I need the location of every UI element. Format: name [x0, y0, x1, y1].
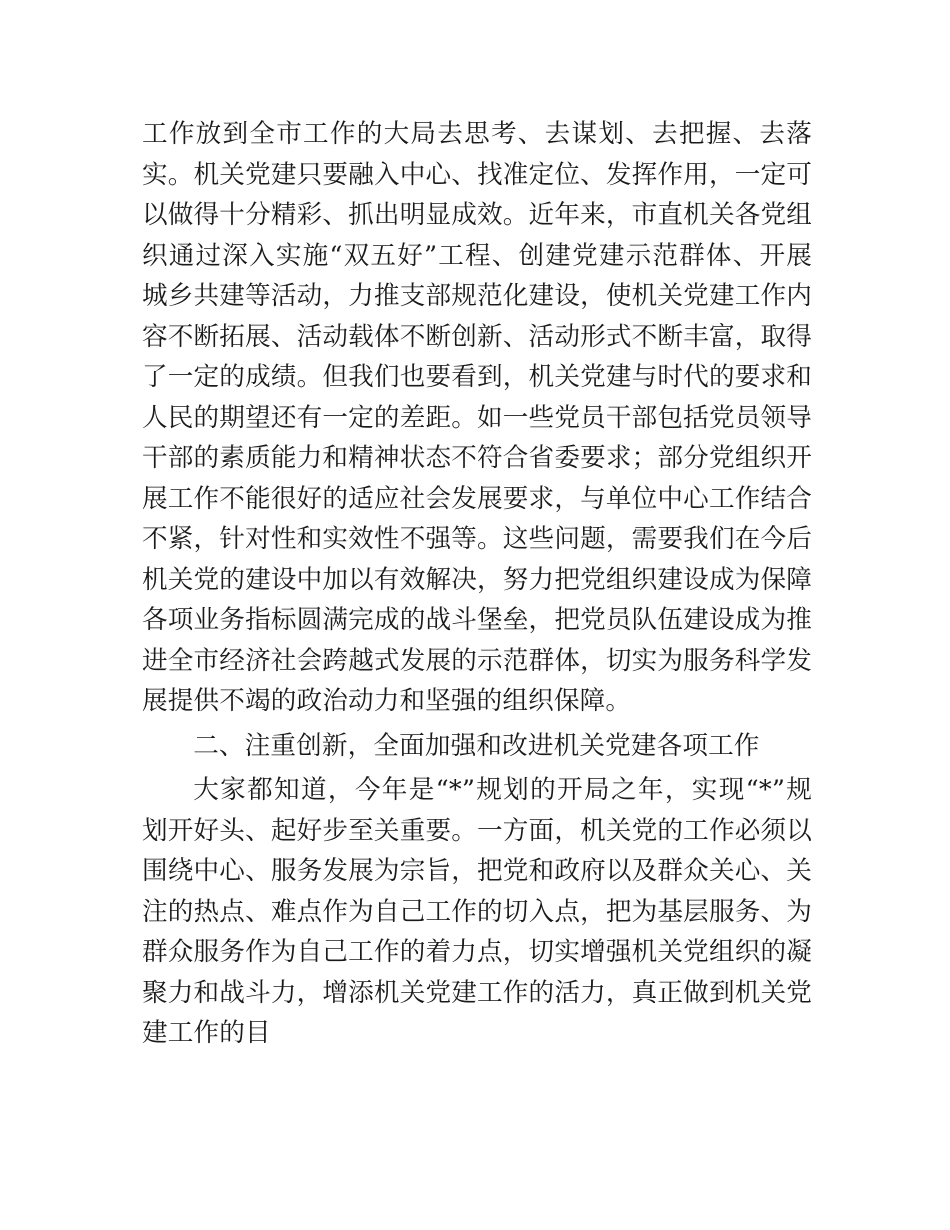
body-paragraph-2: 大家都知道，今年是“*”规划的开局之年，实现“*”规划开好头、起好步至关重要。一方面，机关党的工作必须以围绕中心、服务发展为宗旨，把党和政府以及群众关心、关注的热点、难点作为自己工作的切入点，把为基层服务、为群众服务作为自己工作的着力点，切实增强机关党组织的凝聚力和战斗力，增添机关党建工作的活力，真正做到机关党建工作的目: [142, 775, 812, 1048]
document-body: [142, 114, 812, 1054]
body-paragraph-1: 工作放到全市工作的大局去思考、去谋划、去把握、去落实。机关党建只要融入中心、找准定位、发挥作用，一定可以做得十分精彩、抓出明显成效。近年来，市直机关各党组织通过深入实施“双五好”工程、创建党建示范群体、开展城乡共建等活动，力推支部规范化建设，使机关党建工作内容不断拓展、活动载体不断创新、活动形式不断丰富，取得了一定的成绩。但我们也要看到，机关党建与时代的要求和人民的期望还有一定的差距。如一些党员干部包括党员领导干部的素质能力和精神状态不符合省委要求；部分党组织开展工作不能很好的适应社会发展要求，与单位中心工作结合不紧，针对性和实效性不强等。这些问题，需要我们在今后机关党的建设中加以有效解决，努力把党组织建设成为保障各项业务指标圆满完成的战斗堡垒，把党员队伍建设成为推进全市经济社会跨越式发展的示范群体，切实为服务科学发展提供不竭的政治动力和坚强的组织保障。: [142, 119, 812, 716]
section-heading: 二、注重创新，全面加强和改进机关党建各项工作: [193, 730, 760, 761]
